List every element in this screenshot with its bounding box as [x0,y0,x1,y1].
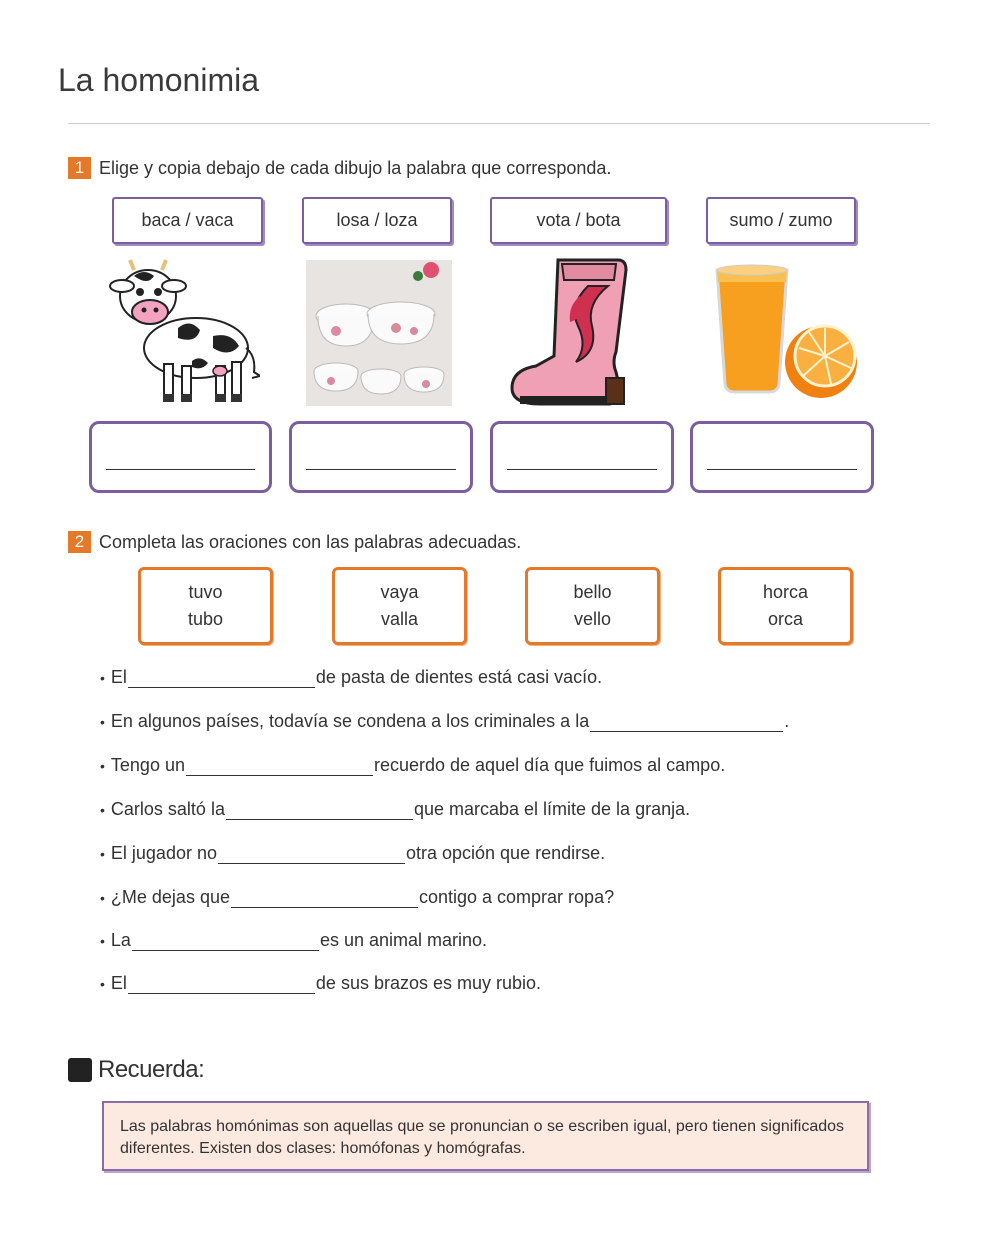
sentence-text-after: es un animal marino. [319,930,488,950]
sentence-text-before: En algunos países, todavía se condena a los criminales a la [110,711,590,731]
bullet: • [100,758,105,774]
option-box-1: baca / vaca [112,197,263,244]
pink-boot-icon [510,256,634,408]
sentence-text-after: de pasta de dientes está casi vacío. [315,667,603,687]
sentence-text-before: El jugador no [110,843,217,863]
sentence-text-after: . [784,711,790,731]
word-pair-option: valla [380,609,419,629]
sentence-blank[interactable] [128,670,315,688]
page-title: La homonimia [58,62,259,98]
sentence-6 [100,887,614,908]
sentence-text-before: Tengo un [110,755,185,775]
sentence-text-before: Carlos saltó la [110,799,225,819]
sentence-3 [100,755,725,776]
sentence-text-before: La [110,930,131,950]
answer-line [106,469,255,470]
answer-field-2[interactable] [289,421,473,493]
section-2-instruction: Completa las oraciones con las palabras adecuadas. [99,531,522,552]
option-box-4: sumo / zumo [706,197,856,244]
sentence-2 [100,711,789,732]
sentence-text-after: de sus brazos es muy rubio. [315,973,542,993]
word-pair-option: tuvo [188,582,223,602]
sentence-text-after: que marcaba el límite de la granja. [413,799,691,819]
option-box-3: vota / bota [490,197,667,244]
sentence-text-before: El [110,973,127,993]
word-pair-option: horca [762,582,809,602]
word-pair-box-2 [332,567,467,645]
sentence-5 [100,843,605,864]
word-pair-option: bello [573,582,612,602]
word-pair-box-3 [525,567,660,645]
word-pair-option: orca [767,609,803,629]
answer-line [707,469,857,470]
cow-icon [108,256,260,408]
sentence-text-before: ¿Me dejas que [110,887,230,907]
sentence-4 [100,799,690,820]
bullet: • [100,890,105,906]
word-pair-box-4 [718,567,853,645]
sentence-blank[interactable] [231,890,418,908]
square-icon [68,1058,92,1082]
sentence-blank[interactable] [218,846,405,864]
title-divider [68,123,930,124]
section-number-1: 1 [68,157,91,179]
sentence-text-after: otra opción que rendirse. [405,843,606,863]
word-pair-option: vello [573,609,612,629]
bullet: • [100,714,105,730]
bullet: • [100,976,105,992]
bullet: • [100,670,105,686]
section-1-header [68,157,611,179]
answer-line [507,469,657,470]
sentence-8 [100,973,541,994]
section-1-instruction: Elige y copia debajo de cada dibujo la palabra que corresponda. [99,157,612,178]
sentence-blank[interactable] [128,976,315,994]
sentence-7 [100,930,487,951]
bullet: • [100,933,105,949]
sentence-blank[interactable] [186,758,373,776]
section-2-header [68,531,521,553]
china-dishes-icon [306,256,452,408]
recuerda-note: Las palabras homónimas son aquellas que se pronuncian o se escriben igual, pero tienen significados diferentes. Existen dos clases: homófonas y homógrafas. [102,1101,869,1171]
option-box-2: losa / loza [302,197,452,244]
word-pair-option: vaya [380,582,419,602]
bullet: • [100,802,105,818]
sentence-text-after: contigo a comprar ropa? [418,887,615,907]
sentence-text-after: recuerdo de aquel día que fuimos al campo. [373,755,726,775]
sentence-blank[interactable] [590,714,783,732]
sentence-text-before: El [110,667,127,687]
orange-juice-icon [713,256,869,408]
recuerda-header [68,1056,204,1084]
sentence-1 [100,667,602,688]
word-pair-option: tubo [187,609,224,629]
bullet: • [100,846,105,862]
recuerda-heading: Recuerda: [98,1056,205,1083]
sentence-blank[interactable] [226,802,413,820]
answer-line [306,469,456,470]
word-pair-box-1 [138,567,273,645]
answer-field-1[interactable] [89,421,272,493]
section-number-2: 2 [68,531,91,553]
answer-field-4[interactable] [690,421,874,493]
answer-field-3[interactable] [490,421,674,493]
sentence-blank[interactable] [132,933,319,951]
